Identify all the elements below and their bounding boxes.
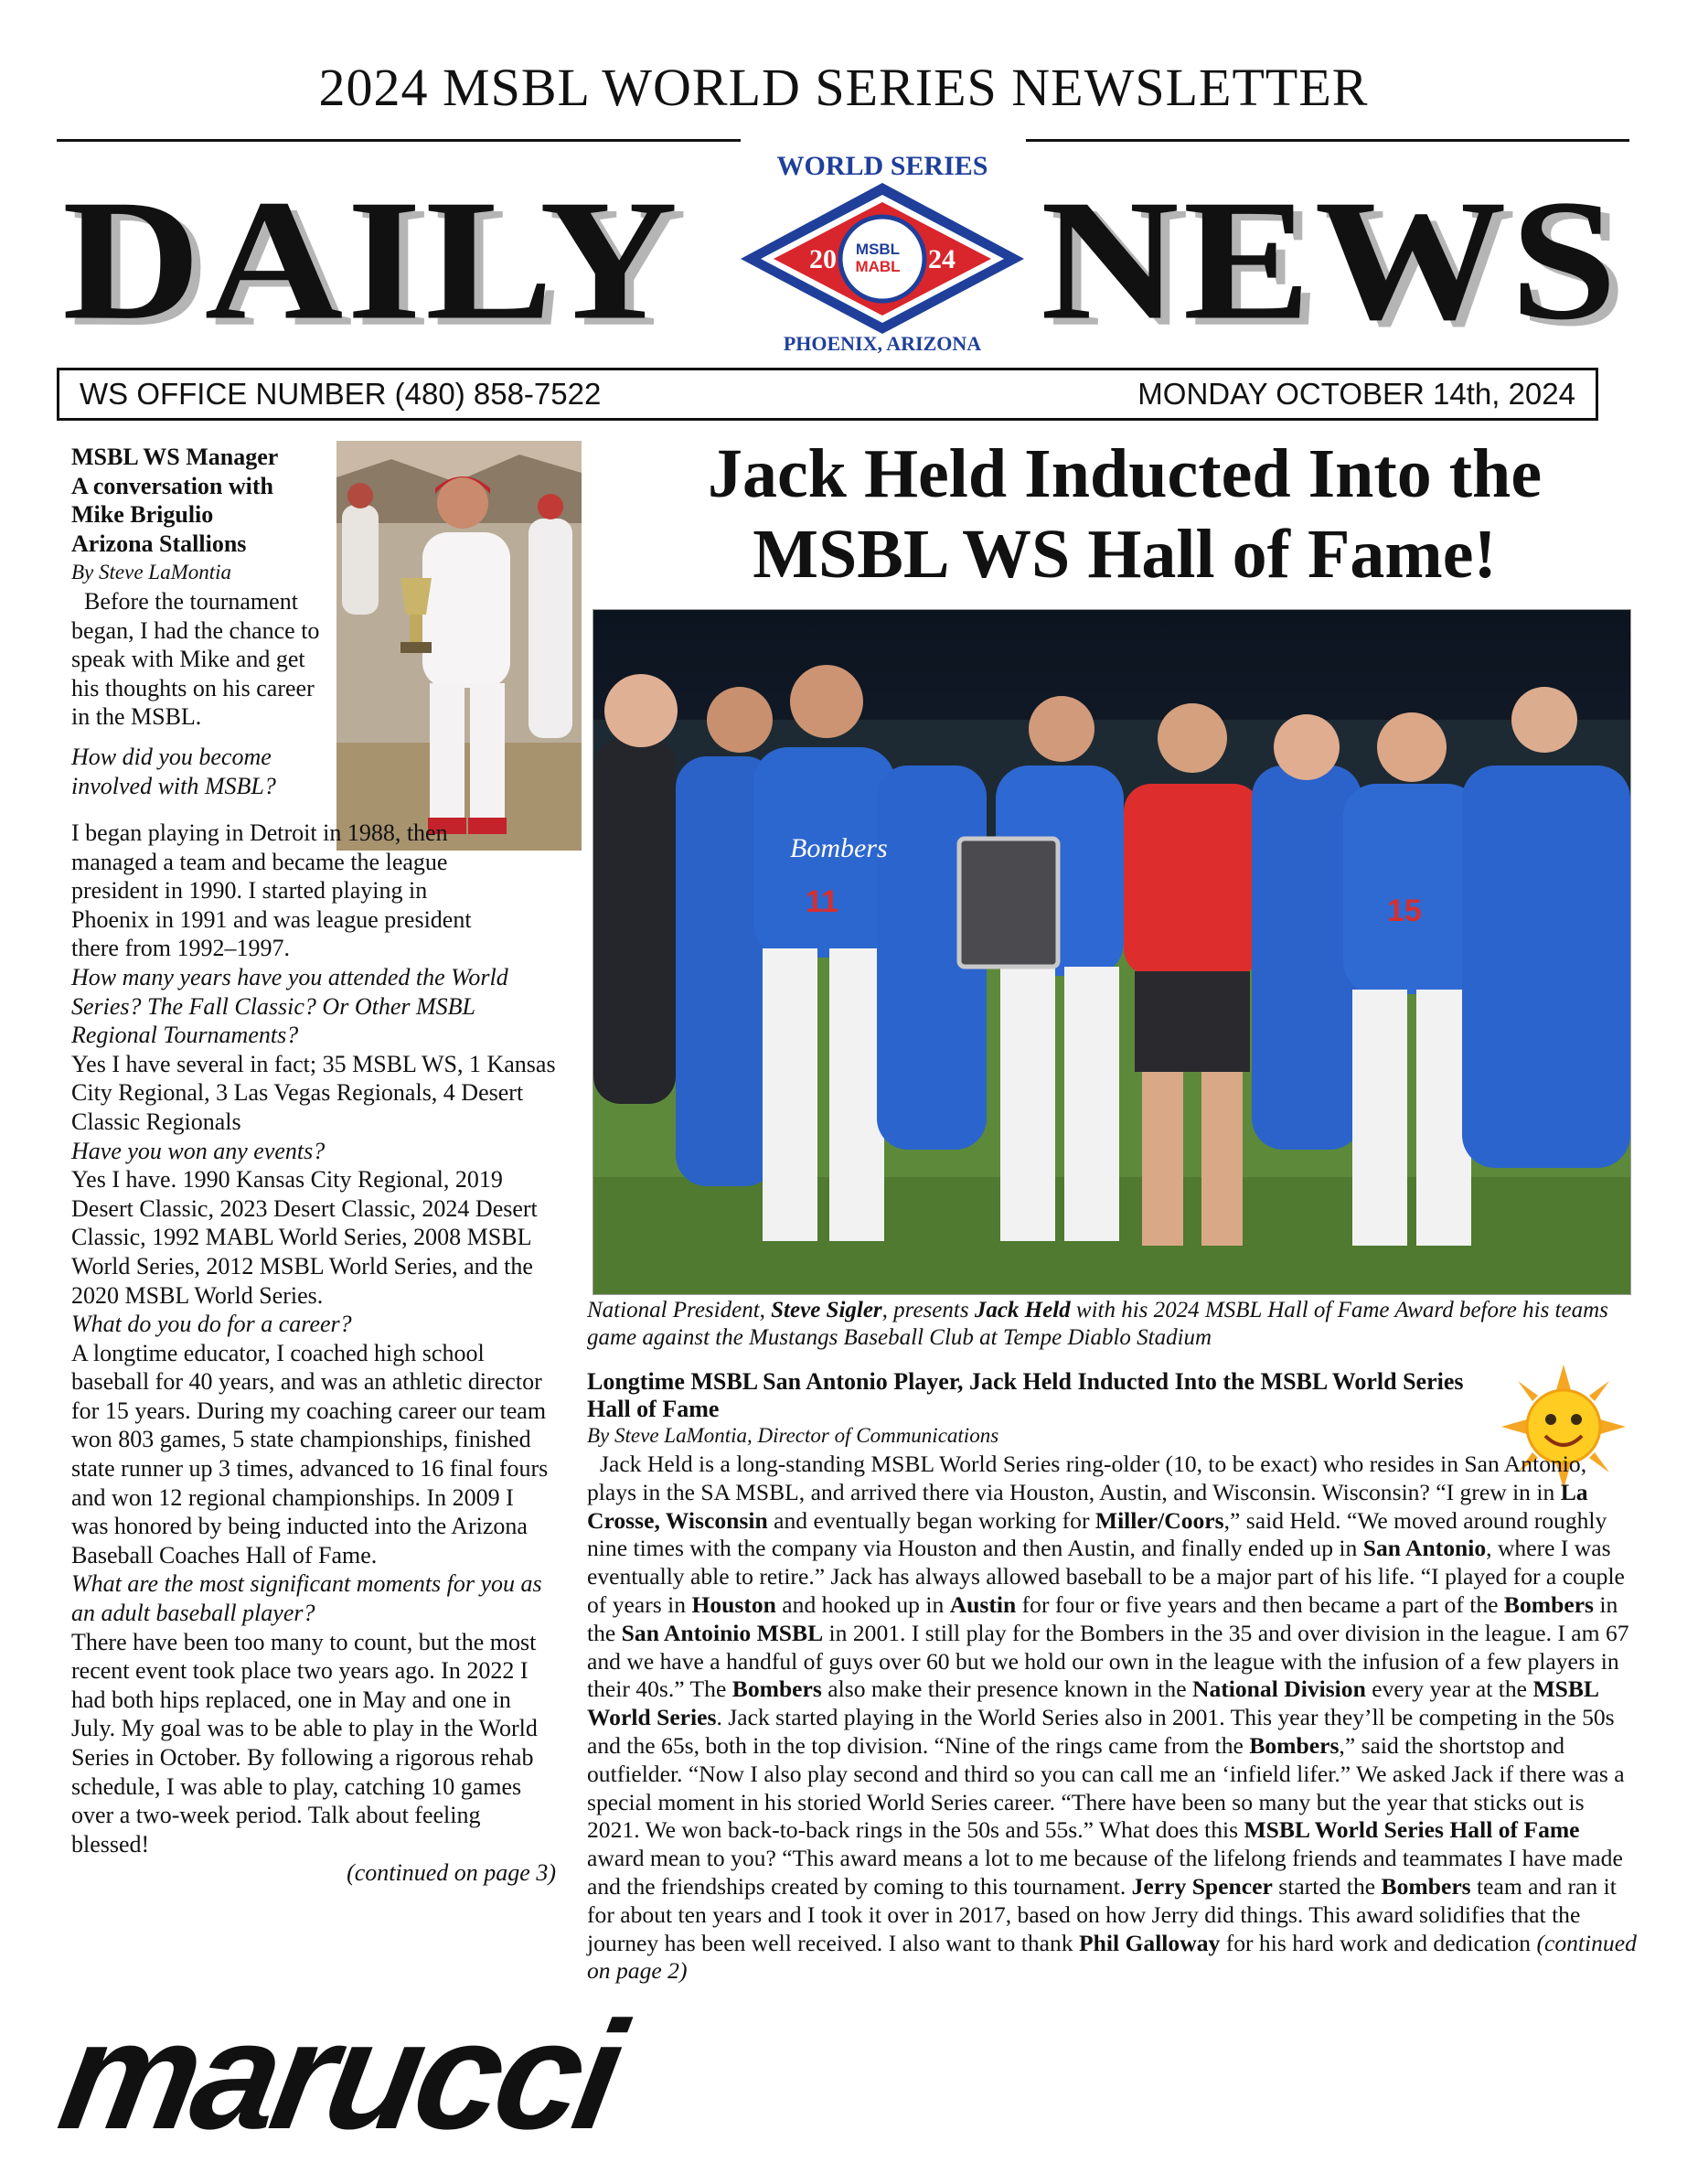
info-bar [57, 368, 1598, 421]
article-bold: Austin [949, 1590, 1017, 1618]
jersey-text: Bombers [790, 833, 888, 863]
article-text: and eventually began working for [767, 1506, 1095, 1534]
masthead-daily: DAILY [62, 165, 682, 356]
sidebar-header [71, 443, 336, 800]
article-bold: MSBL World Series [587, 1675, 1598, 1731]
article-bold: Jerry Spencer [1131, 1872, 1273, 1900]
jersey-number: 15 [1387, 894, 1422, 928]
team-photo [593, 609, 1631, 1295]
article-continued: (continued on page 2) [587, 1929, 1637, 1985]
article-text: for his hard work and dedication [1220, 1929, 1537, 1956]
article-bold: Bombers [1503, 1590, 1595, 1618]
article-bold: Phil Galloway [1079, 1929, 1221, 1956]
sidebar-question: How did you become involved with MSBL? [71, 743, 276, 799]
sidebar-heading-line: Mike Brigulio [71, 501, 214, 529]
logo-mabl: MABL [855, 258, 901, 275]
article-text: . Jack started playing in the World Series also in 2001. This year they’ll be competing in the 50s and the 65s, both in the top division. “Nine of the rings came from the [587, 1704, 1615, 1759]
caption-name: Steve Sigler [771, 1298, 882, 1322]
sidebar-answer: There have been too many to count, but the most recent event took place two years ago. In 2022 I had both hips replaced, one in May and one in July. My goal was to be able to play in the World Series in October. By following a rigorous rehab schedule, I was able to play, catching 10 games over a two-week period. Talk about feeling blessed! [71, 1628, 538, 1857]
newsletter-title: 2024 MSBL WORLD SERIES NEWSLETTER [318, 58, 1369, 117]
article-bold: San Antoinio MSBL [621, 1619, 824, 1646]
manager-photo [336, 441, 582, 851]
sidebar-heading-line: A conversation with [71, 472, 273, 499]
headline-line: Jack Held Inducted Into the [707, 435, 1543, 512]
sidebar-question: How many years have you attended the World Series? The Fall Classic? Or Other MSBL Regional Tournaments? [71, 963, 508, 1049]
caption-name: Jack Held [974, 1298, 1071, 1322]
logo-year-left: 20 [809, 244, 837, 274]
masthead-rule-right [1026, 139, 1629, 142]
sidebar-answer [71, 819, 556, 963]
article-text: for four or five years and then became a part of the [1016, 1590, 1504, 1618]
caption-text: , presents [881, 1298, 975, 1322]
article-text: ,” said Held. “We moved around roughly nine times with the company via Houston and then Austin, and finally ended up in [587, 1506, 1607, 1562]
photo-caption [587, 1297, 1639, 1352]
sidebar-answer: Yes I have. 1990 Kansas City Regional, 2019 Desert Classic, 2023 Desert Classic, 2024 Desert Classic, 1992 MABL World Series, 2008 MSBL World Series, 2012 MSBL World Series, and the 2020 MSBL World Series. [71, 1166, 538, 1309]
logo-year-right: 24 [928, 244, 956, 274]
sidebar-heading-line: Arizona Stallions [71, 530, 247, 557]
sidebar-answer-text: I began playing in Detroit in 1988, then managed a team and became the league president in 1990. I started playing in Phoenix in 1991 and was league president there from 1992–1997. [71, 819, 472, 962]
article-text: team and ran it for about ten years and I took it over in 2017, based on how Jerry did things. This award solidifies that the journey has been well received. I also want to thank [587, 1872, 1617, 1956]
article-text: in the [587, 1590, 1618, 1646]
article-bold: La Crosse, Wisconsin [587, 1478, 1588, 1534]
logo-msbl: MSBL [855, 241, 901, 258]
caption-text: with his 2024 MSBL Hall of Fame Award before his teams game against the Mustangs Baseball Club at Tempe Diablo Stadium [587, 1298, 1608, 1350]
logo-bottom-text: PHOENIX, ARIZONA [783, 332, 982, 355]
marucci-logo: marucci [48, 1989, 630, 2161]
sidebar-continued: (continued on page 3) [347, 1859, 556, 1887]
caption-text: National President, [587, 1298, 772, 1322]
masthead-rule-left [57, 139, 741, 142]
article-text: award mean to you? “This award means a lot to me because of the lifelong friends and teammates I have made and the friendships created by coming to this tournament. [587, 1845, 1623, 1900]
headline-line: MSBL WS Hall of Fame! [753, 516, 1497, 593]
sidebar-byline: By Steve LaMontia [71, 561, 232, 584]
sidebar-body [71, 819, 556, 1888]
article-text: also make their presence known in the [821, 1675, 1192, 1703]
world-series-logo [731, 151, 1033, 357]
article-body [587, 1451, 1639, 1986]
article-bold: Bombers [1249, 1731, 1340, 1759]
article-text: and hooked up in [775, 1590, 950, 1618]
article-bold: Bombers [1381, 1872, 1471, 1900]
article-bold: Houston [691, 1590, 776, 1618]
sidebar-answer: A longtime educator, I coached high school baseball for 40 years, and was an athletic director for 15 years. During my coaching career our team won 803 games, 5 state championships, finished state runner up 3 times, advanced to 16 final fours and won 12 regional championships. In 2009 I was honored by being inducted into the Arizona Baseball Coaches Hall of Fame. [71, 1339, 549, 1568]
sidebar-intro: Before the tournament began, I had the chance to speak with Mike and get his thoughts on his career in the MSBL. [71, 587, 320, 731]
article-text: in 2001. I still play for the Bombers in the 35 and over division in the league. I am 67 and we have a handful of guys over 60 but we hold our own in the league with the infusion of a few players in their 40s.” The [587, 1619, 1629, 1703]
article-text: every year at the [1365, 1675, 1533, 1703]
logo-top-text: WORLD SERIES [776, 151, 988, 181]
article-byline: By Steve LaMontia, Director of Communications [587, 1424, 999, 1447]
sidebar-question: What do you do for a career? [71, 1311, 352, 1338]
sidebar-question: What are the most significant moments for you as an adult baseball player? [71, 1570, 542, 1627]
office-number: WS OFFICE NUMBER (480) 858-7522 [80, 377, 602, 411]
article-text: Jack Held is a long-standing MSBL World Series ring-older (10, to be exact) who resides in San Antonio, plays in the SA MSBL, and arrived there via Houston, Austin, and Wisconsin. Wisconsin? “I grew in in [587, 1451, 1587, 1505]
article-bold: MSBL World Series Hall of Fame [1244, 1816, 1580, 1844]
masthead-news: NEWS [1041, 165, 1621, 356]
jersey-number: 11 [806, 884, 838, 919]
sidebar-answer: Yes I have several in fact; 35 MSBL WS, 1 Kansas City Regional, 3 Las Vegas Regionals, 4 Desert Classic Regionals [71, 1050, 556, 1135]
article-bold: San Antonio [1362, 1535, 1487, 1562]
article-header [587, 1368, 1501, 1449]
article-title: Longtime MSBL San Antonio Player, Jack Held Inducted Into the MSBL World Series Hall of Fame [587, 1368, 1464, 1422]
sidebar-question: Have you won any events? [71, 1137, 326, 1164]
article-text: started the [1272, 1872, 1382, 1900]
article-bold: Miller/Coors [1094, 1506, 1224, 1534]
article-text: ,” said the shortstop and outfielder. “Now I also play second and third so you can call me an ‘infield lifer.” We asked Jack if there was a special moment in his storied World Series career. “There have been so many but the year that sticks out is 2021. We won back-to-back rings in the 50s and 55s.” What does this [587, 1731, 1625, 1844]
sidebar-heading-line: MSBL WS Manager [71, 444, 279, 470]
issue-date: MONDAY OCTOBER 14th, 2024 [1137, 377, 1575, 411]
main-headline [585, 434, 1664, 594]
article-bold: Bombers [731, 1675, 822, 1703]
article-text: , where I was eventually able to retire.” Jack has always allowed baseball to be a major part of his life. “I played for a couple of years in [587, 1535, 1625, 1618]
article-bold: National Division [1191, 1675, 1366, 1703]
